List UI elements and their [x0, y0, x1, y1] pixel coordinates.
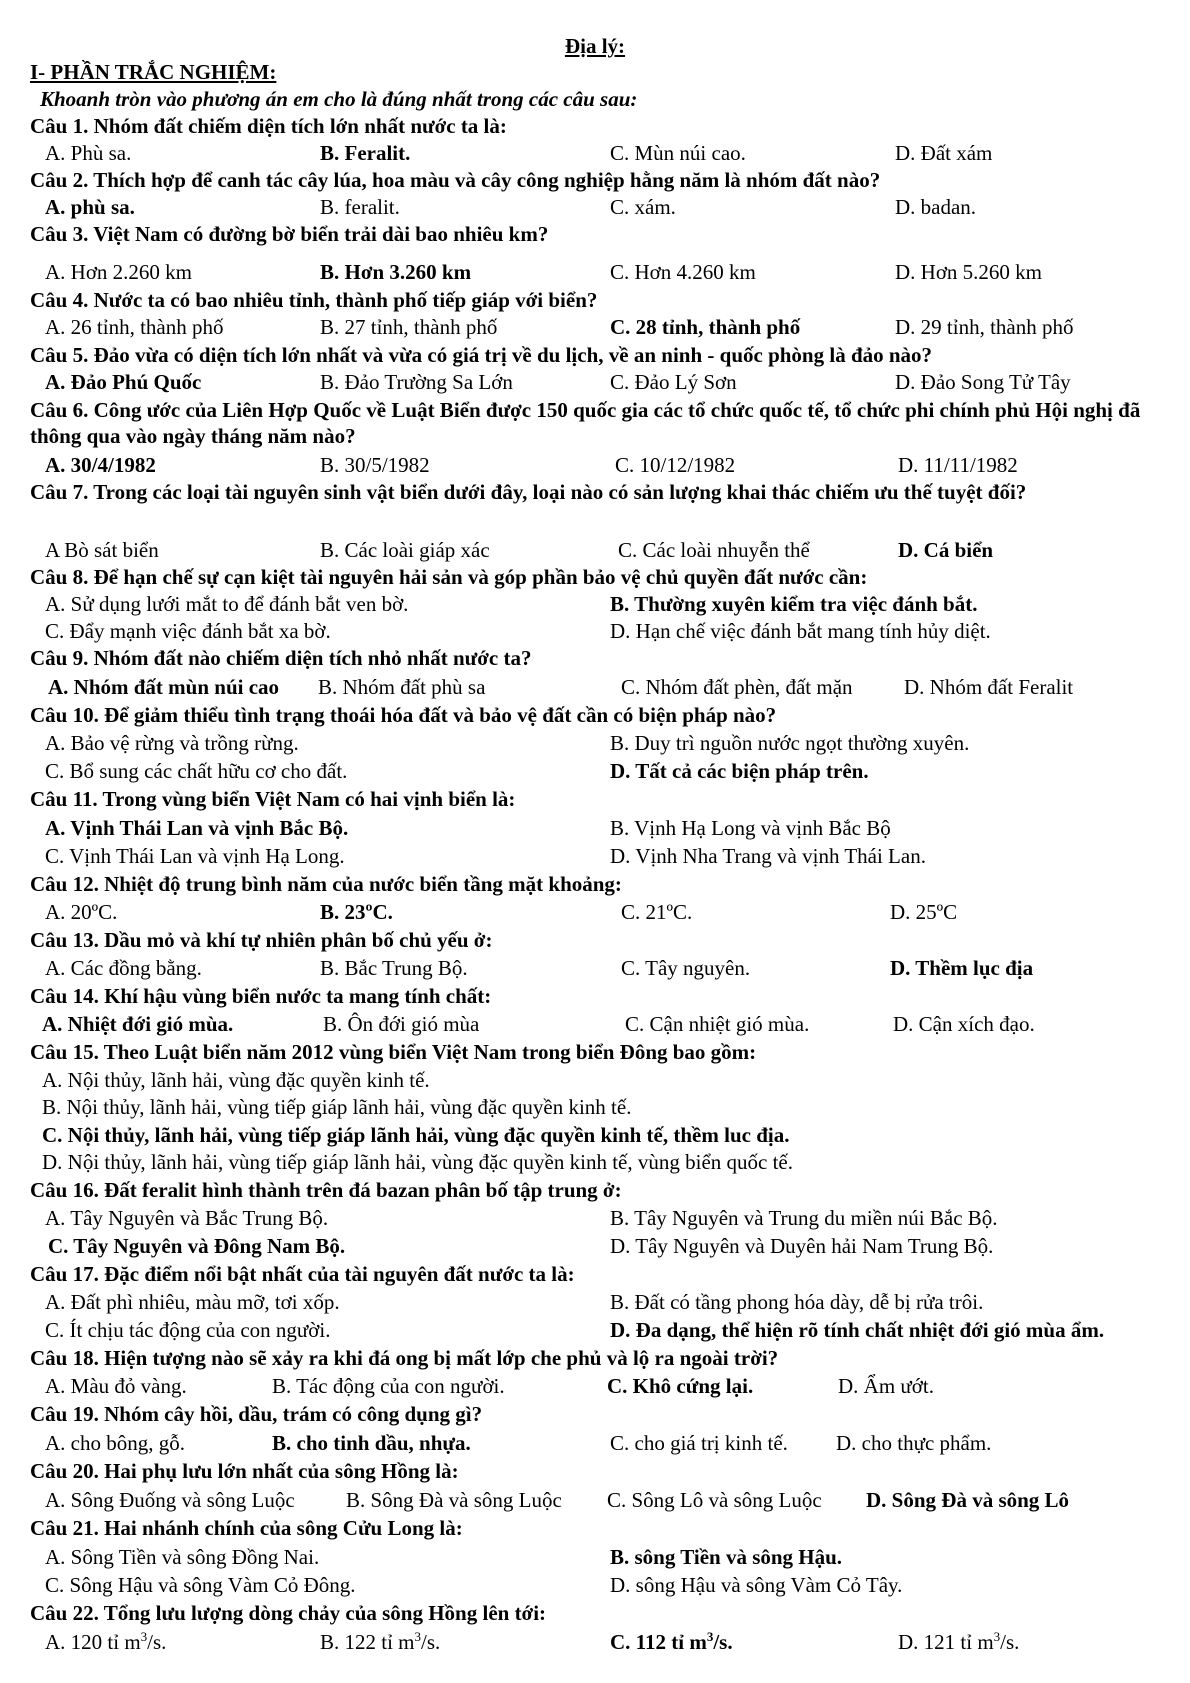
option-22a: A. 120 tỉ $m^3/s$. [45, 1629, 167, 1654]
option-7d: D. Cá biển [898, 538, 994, 562]
option-22c: C. 112 tỉ $m^3/s$. [610, 1629, 733, 1654]
option-22d: D. 121 tỉ $m^3/s$. [898, 1629, 1020, 1654]
option-1c: C. Mùn núi cao. [610, 141, 746, 165]
option-16a: A. Tây Nguyên và Bắc Trung Bộ. [45, 1206, 329, 1230]
option-12c: C. 21ºC. [621, 900, 693, 924]
option-8d: D. Hạn chế việc đánh bắt mang tính hủy diệt. [610, 619, 991, 643]
question-6: Câu 6. Công ước của Liên Hợp Quốc về Luật Biển được 150 quốc gia các tổ chức quốc tế, tổ chức phi chính phủ Hội nghị đã thông qua vào ngày tháng năm nào? [30, 398, 1141, 448]
option-16d: D. Tây Nguyên và Duyên hải Nam Trung Bộ. [610, 1234, 994, 1258]
option-16c: C. Tây Nguyên và Đông Nam Bộ. [48, 1234, 346, 1258]
question-20: Câu 20. Hai phụ lưu lớn nhất của sông Hồng là: [30, 1459, 459, 1483]
option-15c: C. Nội thủy, lãnh hải, vùng tiếp giáp lãnh hải, vùng đặc quyền kinh tế, thềm luc địa. [42, 1123, 790, 1147]
option-20d: D. Sông Đà và sông Lô [866, 1488, 1070, 1512]
option-2d: D. badan. [895, 195, 977, 219]
question-14: Câu 14. Khí hậu vùng biển nước ta mang tính chất: [30, 984, 492, 1008]
option-22b: B. 122 tỉ $m^3/s$. [320, 1629, 441, 1654]
option-14d: D. Cận xích đạo. [893, 1012, 1035, 1036]
option-12b: B. 23ºC. [320, 900, 393, 924]
question-3: Câu 3. Việt Nam có đường bờ biển trải dài bao nhiêu km? [30, 222, 549, 246]
option-18a: A. Màu đỏ vàng. [45, 1374, 187, 1398]
option-2a: A. phù sa. [45, 195, 135, 219]
option-10b: B. Duy trì nguồn nước ngọt thường xuyên. [610, 731, 970, 755]
option-8b: B. Thường xuyên kiểm tra việc đánh bắt. [610, 592, 978, 616]
option-11d: D. Vịnh Nha Trang và vịnh Thái Lan. [610, 844, 926, 868]
option-11a: A. Vịnh Thái Lan và vịnh Bắc Bộ. [45, 816, 349, 840]
option-13a: A. Các đồng bằng. [45, 956, 202, 980]
option-16b: B. Tây Nguyên và Trung du miền núi Bắc Bộ. [610, 1206, 998, 1230]
option-3b: B. Hơn 3.260 km [320, 260, 472, 284]
option-19c: C. cho giá trị kinh tế. [610, 1431, 788, 1455]
option-21c: C. Sông Hậu và sông Vàm Cỏ Đông. [45, 1573, 356, 1597]
question-19: Câu 19. Nhóm cây hồi, dầu, trám có công dụng gì? [30, 1402, 483, 1426]
option-9b: B. Nhóm đất phù sa [318, 675, 486, 699]
option-7b: B. Các loài giáp xác [320, 538, 490, 562]
question-8: Câu 8. Để hạn chế sự cạn kiệt tài nguyên hải sản và góp phần bảo vệ chủ quyền đất nước cần: [30, 565, 868, 589]
question-2: Câu 2. Thích hợp để canh tác cây lúa, hoa màu và cây công nghiệp hằng năm là nhóm đất nào? [30, 168, 881, 192]
question-1: Câu 1. Nhóm đất chiếm diện tích lớn nhất nước ta là: [30, 114, 507, 138]
question-10: Câu 10. Để giảm thiểu tình trạng thoái hóa đất và bảo vệ đất cần có biện pháp nào? [30, 703, 777, 727]
option-21b: B. sông Tiền và sông Hậu. [610, 1545, 843, 1569]
option-19a: A. cho bông, gỗ. [45, 1431, 185, 1455]
instruction: Khoanh tròn vào phương án em cho là đúng nhất trong các câu sau: [40, 87, 638, 111]
option-4a: A. 26 tỉnh, thành phố [45, 315, 224, 339]
option-21a: A. Sông Tiền và sông Đồng Nai. [45, 1545, 320, 1569]
option-11b: B. Vịnh Hạ Long và vịnh Bắc Bộ [610, 816, 891, 840]
option-17d: D. Đa dạng, thể hiện rõ tính chất nhiệt đới gió mùa ẩm. [610, 1318, 1105, 1342]
question-4: Câu 4. Nước ta có bao nhiêu tỉnh, thành phố tiếp giáp với biển? [30, 288, 598, 312]
option-4d: D. 29 tỉnh, thành phố [895, 315, 1074, 339]
option-20b: B. Sông Đà và sông Luộc [346, 1488, 562, 1512]
option-14c: C. Cận nhiệt gió mùa. [625, 1012, 810, 1036]
option-5b: B. Đảo Trường Sa Lớn [320, 370, 513, 394]
question-13: Câu 13. Dầu mỏ và khí tự nhiên phân bố chủ yếu ở: [30, 928, 493, 952]
option-12a: A. 20ºC. [45, 900, 118, 924]
section-title: I- PHẦN TRẮC NGHIỆM: [30, 60, 277, 84]
question-15: Câu 15. Theo Luật biển năm 2012 vùng biển Việt Nam trong biển Đông bao gồm: [30, 1040, 757, 1064]
option-18b: B. Tác động của con người. [272, 1374, 505, 1398]
option-2b: B. feralit. [320, 195, 400, 219]
question-11: Câu 11. Trong vùng biển Việt Nam có hai vịnh biển là: [30, 787, 516, 811]
option-6c: C. 10/12/1982 [615, 453, 736, 477]
option-4c: C. 28 tỉnh, thành phố [610, 315, 801, 339]
option-3a: A. Hơn 2.260 km [45, 260, 193, 284]
option-17a: A. Đất phì nhiêu, màu mỡ, tơi xốp. [45, 1290, 340, 1314]
option-20a: A. Sông Đuống và sông Luộc [45, 1488, 295, 1512]
option-8a: A. Sử dụng lưới mắt to để đánh bắt ven bờ. [45, 592, 409, 616]
option-19b: B. cho tinh dầu, nhựa. [272, 1431, 471, 1455]
option-17c: C. Ít chịu tác động của con người. [45, 1318, 331, 1342]
option-13b: B. Bắc Trung Bộ. [320, 956, 468, 980]
option-21d: D. sông Hậu và sông Vàm Cỏ Tây. [610, 1573, 903, 1597]
option-1a: A. Phù sa. [45, 141, 132, 165]
option-5c: C. Đảo Lý Sơn [610, 370, 737, 394]
question-16: Câu 16. Đất feralit hình thành trên đá bazan phân bố tập trung ở: [30, 1178, 622, 1202]
option-14a: A. Nhiệt đới gió mùa. [42, 1012, 234, 1036]
option-12d: D. 25ºC [890, 900, 958, 924]
option-15d: D. Nội thủy, lãnh hải, vùng tiếp giáp lãnh hải, vùng đặc quyền kinh tế, vùng biển quốc tế. [42, 1150, 793, 1174]
option-18d: D. Ẩm ướt. [838, 1374, 934, 1398]
option-11c: C. Vịnh Thái Lan và vịnh Hạ Long. [45, 844, 345, 868]
question-12: Câu 12. Nhiệt độ trung bình năm của nước biển tầng mặt khoảng: [30, 872, 622, 896]
option-18c: C. Khô cứng lại. [607, 1374, 754, 1398]
option-9c: C. Nhóm đất phèn, đất mặn [621, 675, 853, 699]
option-3c: C. Hơn 4.260 km [610, 260, 756, 284]
option-14b: B. Ôn đới gió mùa [323, 1012, 480, 1036]
option-10d: D. Tất cả các biện pháp trên. [610, 759, 869, 783]
subject-title: Địa lý: [564, 34, 626, 58]
option-7c: C. Các loài nhuyễn thể [618, 538, 810, 562]
option-8c: C. Đẩy mạnh việc đánh bắt xa bờ. [45, 619, 331, 643]
option-3d: D. Hơn 5.260 km [895, 260, 1043, 284]
question-9: Câu 9. Nhóm đất nào chiếm diện tích nhỏ nhất nước ta? [30, 646, 532, 670]
option-5a: A. Đảo Phú Quốc [45, 370, 202, 394]
question-21: Câu 21. Hai nhánh chính của sông Cửu Long là: [30, 1516, 463, 1540]
option-20c: C. Sông Lô và sông Luộc [607, 1488, 822, 1512]
question-17: Câu 17. Đặc điểm nổi bật nhất của tài nguyên đất nước ta là: [30, 1262, 575, 1286]
option-1b: B. Feralit. [320, 141, 411, 165]
option-19d: D. cho thực phẩm. [836, 1431, 992, 1455]
option-5d: D. Đảo Song Tử Tây [895, 370, 1071, 394]
question-18: Câu 18. Hiện tượng nào sẽ xảy ra khi đá ong bị mất lớp che phủ và lộ ra ngoài trời? [30, 1346, 779, 1370]
option-10a: A. Bảo vệ rừng và trồng rừng. [45, 731, 299, 755]
option-7a: A Bò sát biển [45, 538, 159, 562]
option-1d: D. Đất xám [895, 141, 993, 165]
option-6a: A. 30/4/1982 [45, 453, 156, 477]
question-22: Câu 22. Tổng lưu lượng dòng chảy của sông Hồng lên tới: [30, 1601, 547, 1625]
option-15b: B. Nội thủy, lãnh hải, vùng tiếp giáp lãnh hải, vùng đặc quyền kinh tế. [42, 1095, 632, 1119]
option-4b: B. 27 tỉnh, thành phố [320, 315, 498, 339]
option-9a: A. Nhóm đất mùn núi cao [48, 675, 280, 699]
option-13c: C. Tây nguyên. [621, 956, 751, 980]
option-6b: B. 30/5/1982 [320, 453, 430, 477]
option-2c: C. xám. [610, 195, 676, 219]
option-6d: D. 11/11/1982 [898, 453, 1018, 477]
option-13d: D. Thềm lục địa [890, 956, 1034, 980]
option-15a: A. Nội thủy, lãnh hải, vùng đặc quyền kinh tế. [42, 1068, 430, 1092]
option-17b: B. Đất có tầng phong hóa dày, dễ bị rửa trôi. [610, 1290, 984, 1314]
option-10c: C. Bổ sung các chất hữu cơ cho đất. [45, 759, 348, 783]
question-5: Câu 5. Đảo vừa có diện tích lớn nhất và vừa có giá trị về du lịch, về an ninh - quốc phòng là đảo nào? [30, 343, 933, 367]
option-9d: D. Nhóm đất Feralit [904, 675, 1074, 699]
question-7: Câu 7. Trong các loại tài nguyên sinh vật biển dưới đây, loại nào có sản lượng khai thác chiếm ưu thế tuyệt đối? [30, 480, 1027, 504]
